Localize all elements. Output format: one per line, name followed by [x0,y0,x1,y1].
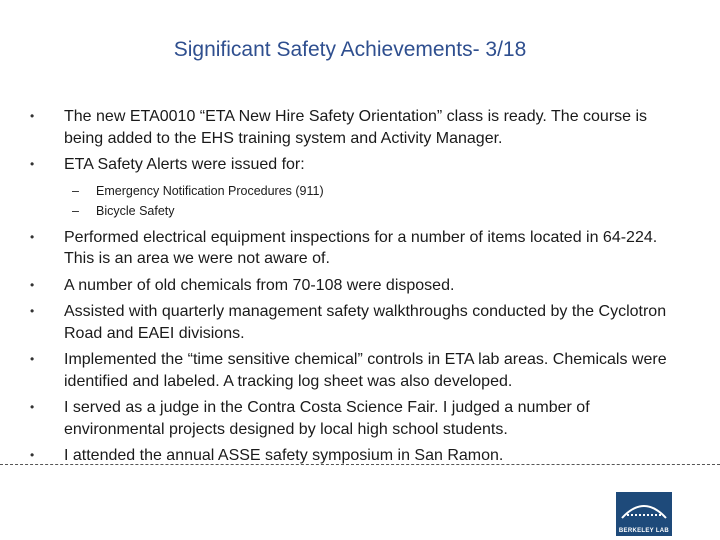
bullet-marker: • [30,157,35,171]
bullet-marker: • [30,448,35,462]
dash-marker: – [72,203,79,218]
list-item [28,275,688,297]
bullet-marker: • [30,109,35,123]
bullet-text: Assisted with quarterly management safety walkthroughs conducted by the Cyclotron Road and EAEI divisions. [64,303,667,342]
sub-bullet-text: Emergency Notification Procedures (911) [96,183,324,198]
bullet-text: I attended the annual ASSE safety symposium in San Ramon. [64,447,504,464]
bullet-text: Performed electrical equipment inspections for a number of items located in 64-224. This is an area we were not aware of. [64,228,658,267]
slide-title: Significant Safety Achievements- 3/18 [173,38,527,61]
bullet-marker: • [30,352,35,366]
list-item [28,227,688,270]
bullet-marker: • [30,304,35,318]
sub-bullet-text: Bicycle Safety [96,203,175,218]
sub-list-item [28,181,688,201]
bullet-marker: • [30,277,35,292]
sub-bullet-list [28,181,688,221]
bullet-marker: • [30,229,35,244]
footer-divider [0,464,720,465]
bullet-text: A number of old chemicals from 70-108 were disposed. [64,276,455,294]
logo-text: BERKELEY LAB [618,528,670,534]
list-item [28,106,688,149]
bullet-list [28,106,688,472]
bullet-marker: • [30,400,35,414]
list-item [28,154,688,176]
bullet-text: Implemented the “time sensitive chemical” controls in ETA lab areas. Chemicals were identified and labeled. A tracking log sheet was also developed. [64,351,667,390]
berkeley-lab-logo [616,492,672,536]
bullet-text: ETA Safety Alerts were issued for: [64,156,305,173]
dash-marker: – [72,183,79,198]
list-item [28,301,688,344]
list-item [28,349,688,392]
sub-list-item [28,201,688,221]
bullet-text: The new ETA0010 “ETA New Hire Safety Orientation” class is ready. The course is being added to the EHS training system and Activity Manager. [64,108,648,147]
list-item [28,397,688,440]
berkeley-lab-logo-icon [616,492,672,526]
bullet-text: I served as a judge in the Contra Costa Science Fair. I judged a number of environmental projects designed by local high school students. [64,399,590,438]
